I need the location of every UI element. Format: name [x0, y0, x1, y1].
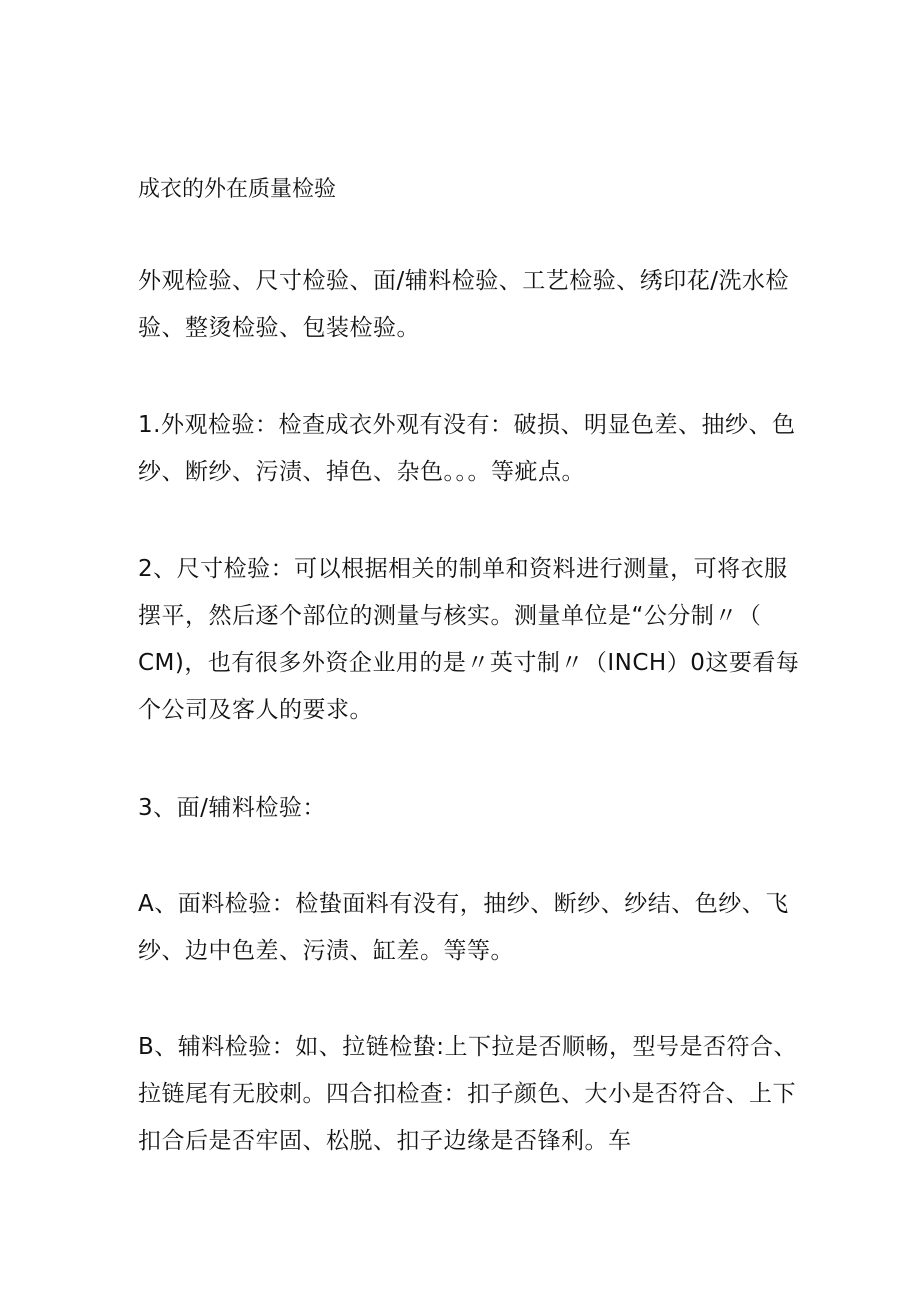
text-line: 纱、断纱、污渍、掉色、杂色。。。等疵点。: [138, 459, 585, 485]
text-line: B、辅料检验：如、拉链检蛰:上下拉是否顺畅，型号是否符合、: [138, 1034, 798, 1060]
text-line: 纱、边中色差、污渍、缸差。等等。: [138, 938, 514, 964]
appearance-inspection-paragraph: [138, 402, 798, 496]
text-line: 个公司及客人的要求。: [138, 697, 373, 723]
accessories-inspection-paragraph: [138, 1024, 798, 1165]
text-line: 2、尺寸检验：可以根据相关的制单和资料进行测量，可将衣服: [138, 556, 788, 582]
text-line: 1.外观检验：检查成衣外观有没有：破损、明显色差、抽纱、色: [138, 412, 796, 438]
intro-paragraph: [138, 258, 798, 352]
materials-inspection-heading: [138, 785, 798, 832]
text-line: 拉链尾有无胶刺。四合扣检查：扣子颜色、大小是否符合、上下: [138, 1081, 796, 1107]
text-line: A、面料检验：检蛰面料有没有，抽纱、断纱、纱结、色纱、飞: [138, 891, 789, 917]
text-line: CM)，也有很多外资企业用的是〃英寸制〃（INCH）0这要看每: [138, 650, 800, 676]
document-title: 成衣的外在质量检验: [138, 177, 337, 202]
text-line: 验、整烫检验、包装检验。: [138, 315, 420, 341]
fabric-inspection-paragraph: [138, 881, 798, 975]
text-line: 3、面/辅料检验：: [138, 795, 326, 821]
text-line: 外观检验、尺寸检验、面/辅料检验、工艺检验、绣印花/洗水检: [138, 268, 789, 294]
text-line: 摆平，然后逐个部位的测量与核实。测量单位是“公分制〃（: [138, 603, 762, 629]
size-inspection-paragraph: [138, 546, 798, 734]
text-line: 扣合后是否牢固、松脱、扣子边缘是否锋利。车: [138, 1128, 632, 1154]
